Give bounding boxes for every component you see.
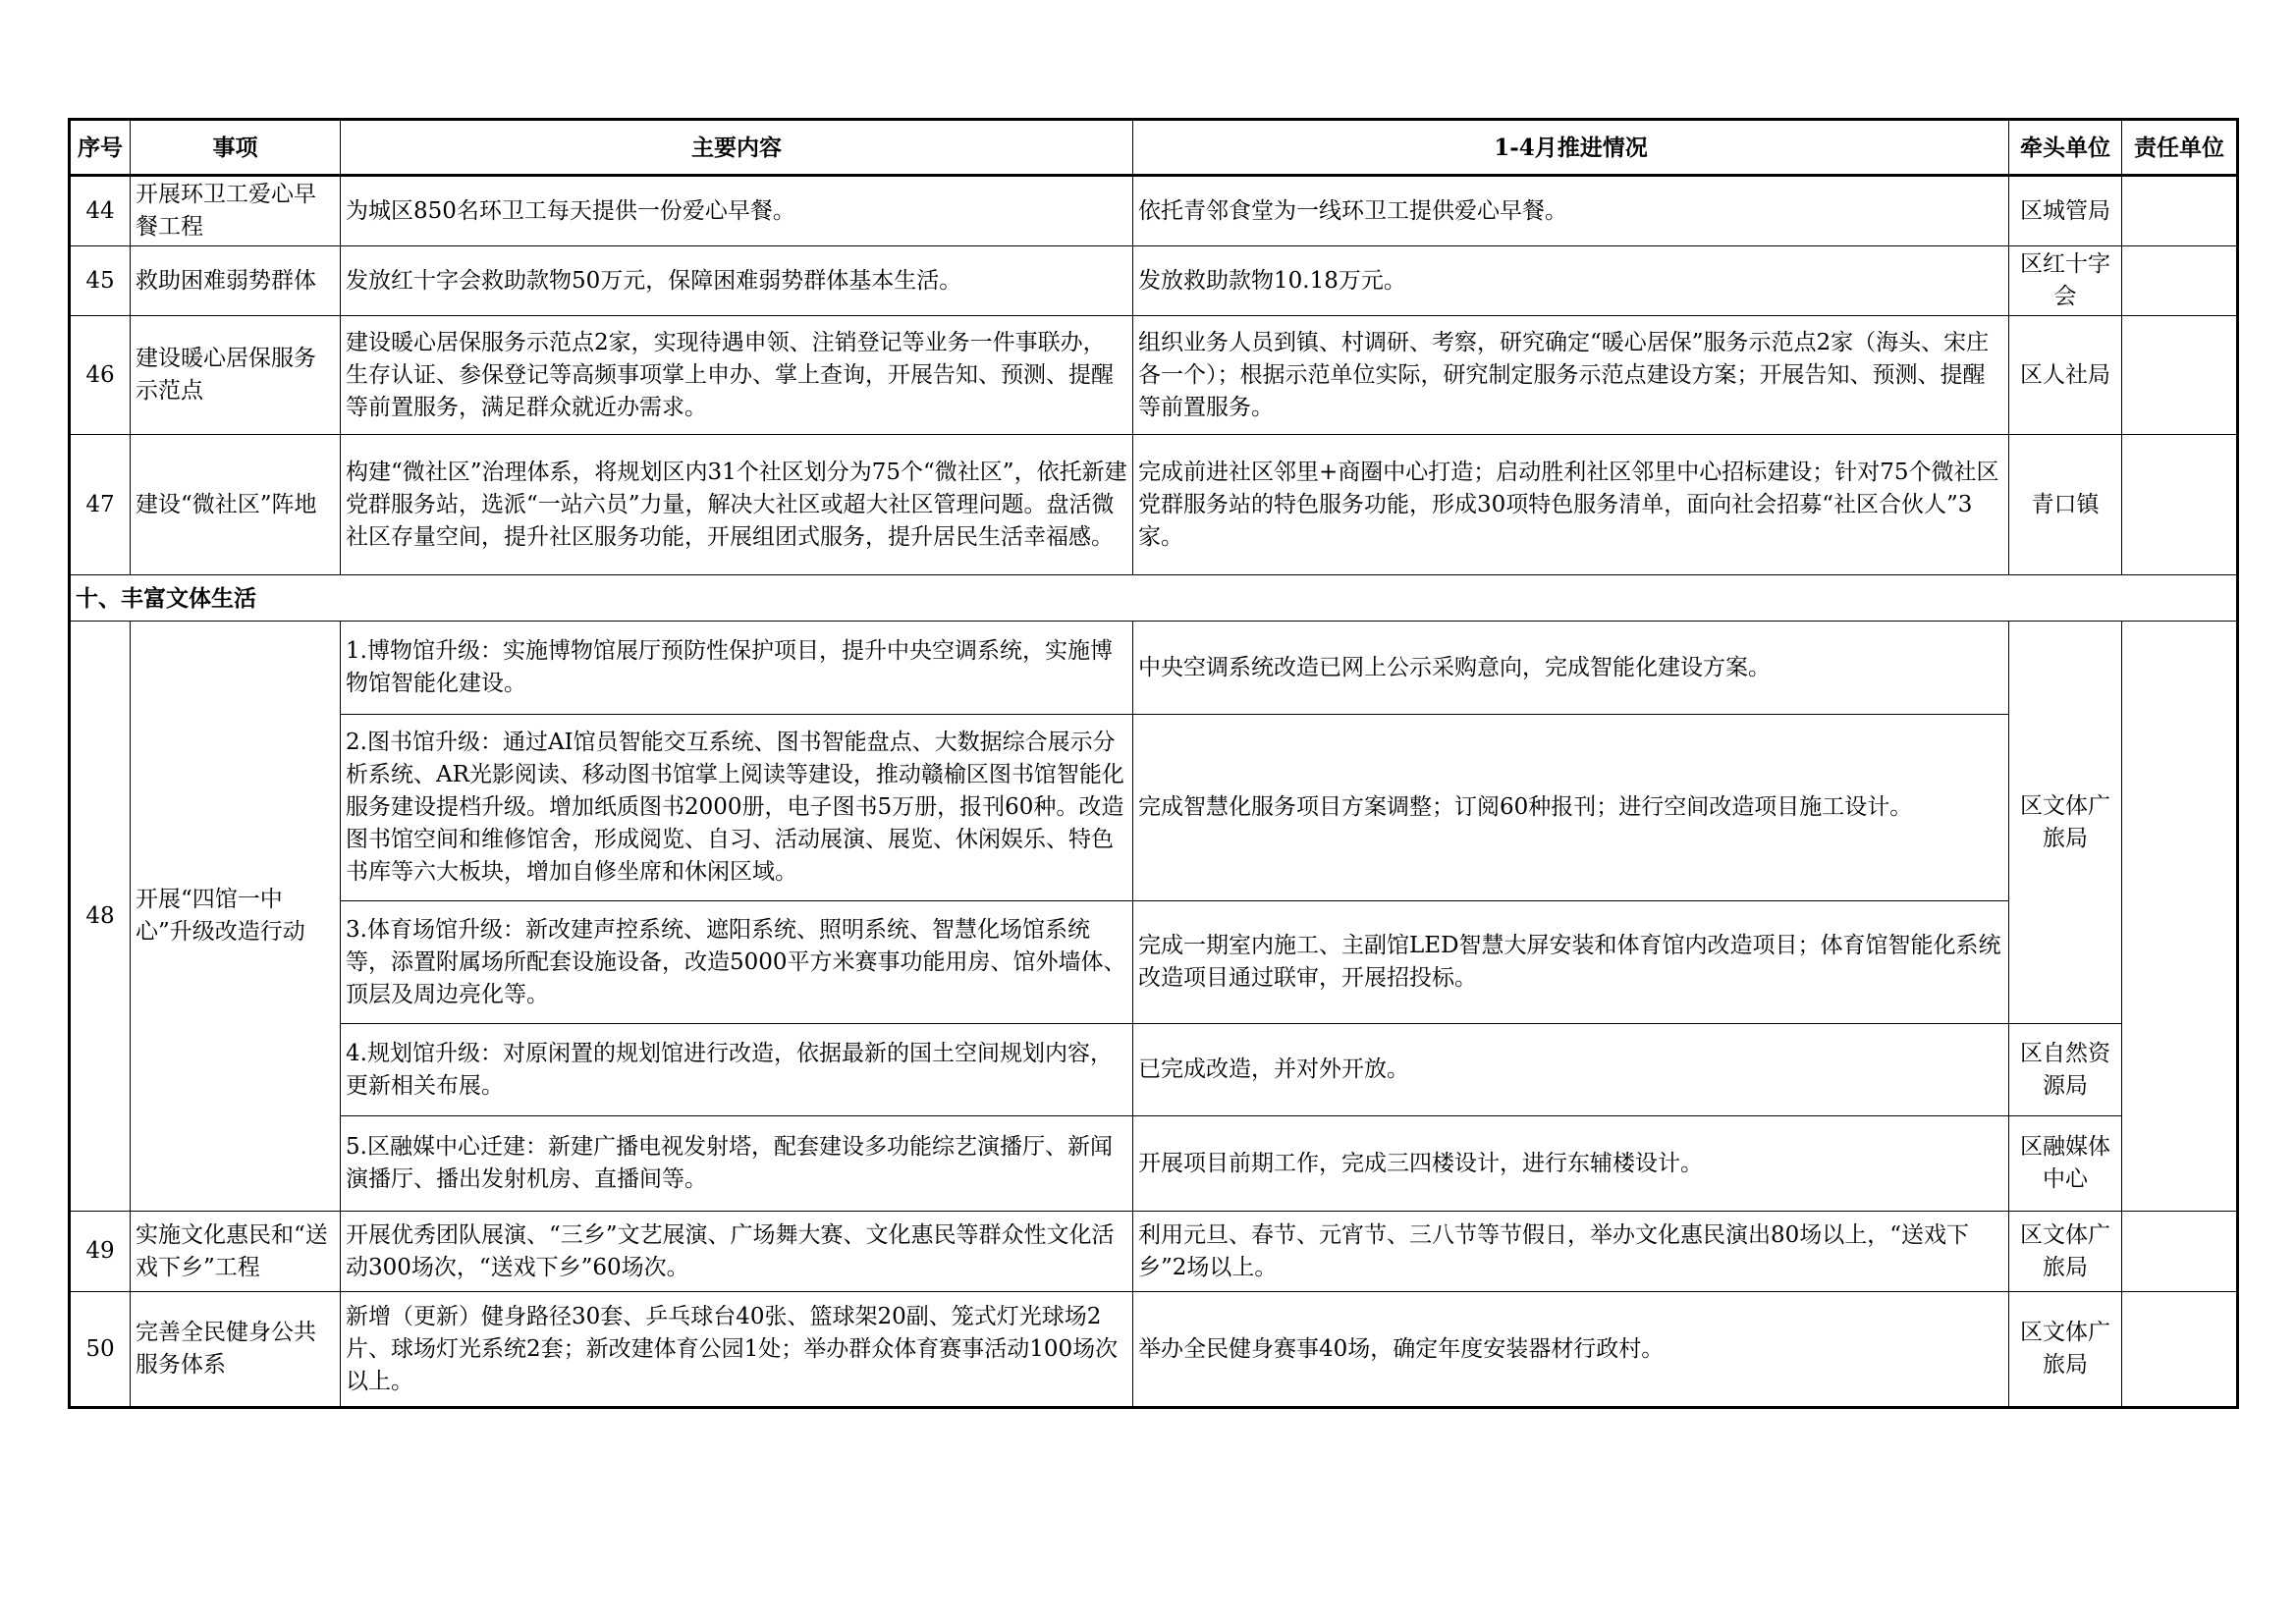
table-row <box>70 1116 2238 1212</box>
row-lead-unit: 区文体广旅局 <box>2009 622 2122 1024</box>
header-content: 主要内容 <box>341 120 1133 176</box>
header-item: 事项 <box>131 120 341 176</box>
table-row <box>70 176 2238 246</box>
row-no: 48 <box>70 622 131 1212</box>
table-row <box>70 1292 2238 1408</box>
sub-progress: 完成智慧化服务项目方案调整；订阅60种报刊；进行空间改造项目施工设计。 <box>1133 715 2009 901</box>
row-lead-unit: 区城管局 <box>2009 176 2122 246</box>
header-row <box>70 120 2238 176</box>
sub-progress: 开展项目前期工作，完成三四楼设计，进行东辅楼设计。 <box>1133 1116 2009 1212</box>
section-title: 十、丰富文体生活 <box>70 575 2238 622</box>
sub-progress: 中央空调系统改造已网上公示采购意向，完成智能化建设方案。 <box>1133 622 2009 715</box>
row-content: 开展优秀团队展演、“三乡”文艺展演、广场舞大赛、文化惠民等群众性文化活动300场次，“送戏下乡”60场次。 <box>341 1212 1133 1292</box>
row-item: 建设“微社区”阵地 <box>131 435 341 575</box>
sub-progress: 已完成改造，并对外开放。 <box>1133 1024 2009 1116</box>
row-resp-unit <box>2122 1292 2238 1408</box>
row-resp-unit <box>2122 316 2238 435</box>
section-row <box>70 575 2238 622</box>
row-no: 46 <box>70 316 131 435</box>
row-resp-unit <box>2122 176 2238 246</box>
plan-table <box>68 118 2239 1409</box>
row-no: 50 <box>70 1292 131 1408</box>
row-item: 开展环卫工爱心早餐工程 <box>131 176 341 246</box>
table-row <box>70 901 2238 1024</box>
row-progress: 组织业务人员到镇、村调研、考察，研究确定“暖心居保”服务示范点2家（海头、宋庄各一个）；根据示范单位实际，研究制定服务示范点建设方案；开展告知、预测、提醒等前置服务。 <box>1133 316 2009 435</box>
row-lead-unit: 青口镇 <box>2009 435 2122 575</box>
sub-content: 2.图书馆升级：通过AI馆员智能交互系统、图书智能盘点、大数据综合展示分析系统、AR光影阅读、移动图书馆掌上阅读等建设，推动赣榆区图书馆智能化服务建设提档升级。增加纸质图书2000册，电子图书5万册，报刊60种。改造图书馆空间和维修馆舍，形成阅览、自习、活动展演、展览、休闲娱乐、特色书库等六大板块，增加自修坐席和休闲区域。 <box>341 715 1133 901</box>
sub-content: 3.体育场馆升级：新改建声控系统、遮阳系统、照明系统、智慧化场馆系统等，添置附属场所配套设施设备，改造5000平方米赛事功能用房、馆外墙体、顶层及周边亮化等。 <box>341 901 1133 1024</box>
table-row <box>70 1212 2238 1292</box>
row-content: 为城区850名环卫工每天提供一份爱心早餐。 <box>341 176 1133 246</box>
row-item: 实施文化惠民和“送戏下乡”工程 <box>131 1212 341 1292</box>
row-progress: 完成前进社区邻里+商圈中心打造；启动胜利社区邻里中心招标建设；针对75个微社区党群服务站的特色服务功能，形成30项特色服务清单，面向社会招募“社区合伙人”3家。 <box>1133 435 2009 575</box>
row-no: 44 <box>70 176 131 246</box>
row-resp-unit <box>2122 1212 2238 1292</box>
row-lead-unit: 区自然资源局 <box>2009 1024 2122 1116</box>
sub-content: 1.博物馆升级：实施博物馆展厅预防性保护项目，提升中央空调系统，实施博物馆智能化建设。 <box>341 622 1133 715</box>
row-lead-unit: 区文体广旅局 <box>2009 1212 2122 1292</box>
table-row <box>70 246 2238 316</box>
row-progress: 利用元旦、春节、元宵节、三八节等节假日，举办文化惠民演出80场以上，“送戏下乡”2场以上。 <box>1133 1212 2009 1292</box>
row-resp-unit <box>2122 246 2238 316</box>
row-content: 建设暖心居保服务示范点2家，实现待遇申领、注销登记等业务一件事联办，生存认证、参保登记等高频事项掌上申办、掌上查询，开展告知、预测、提醒等前置服务，满足群众就近办需求。 <box>341 316 1133 435</box>
header-lead-unit: 牵头单位 <box>2009 120 2122 176</box>
row-lead-unit: 区红十字会 <box>2009 246 2122 316</box>
row-item: 救助困难弱势群体 <box>131 246 341 316</box>
table-row <box>70 622 2238 715</box>
sub-content: 4.规划馆升级：对原闲置的规划馆进行改造，依据最新的国土空间规划内容，更新相关布展。 <box>341 1024 1133 1116</box>
row-content: 新增（更新）健身路径30套、乒乓球台40张、篮球架20副、笼式灯光球场2片、球场灯光系统2套；新改建体育公园1处；举办群众体育赛事活动100场次以上。 <box>341 1292 1133 1408</box>
row-item: 完善全民健身公共服务体系 <box>131 1292 341 1408</box>
table-row <box>70 435 2238 575</box>
row-progress: 依托青邻食堂为一线环卫工提供爱心早餐。 <box>1133 176 2009 246</box>
row-item: 开展“四馆一中心”升级改造行动 <box>131 622 341 1212</box>
row-no: 49 <box>70 1212 131 1292</box>
table-row <box>70 715 2238 901</box>
sub-content: 5.区融媒中心迁建：新建广播电视发射塔，配套建设多功能综艺演播厅、新闻演播厅、播出发射机房、直播间等。 <box>341 1116 1133 1212</box>
row-lead-unit: 区文体广旅局 <box>2009 1292 2122 1408</box>
row-resp-unit <box>2122 435 2238 575</box>
table-row <box>70 1024 2238 1116</box>
row-lead-unit: 区融媒体中心 <box>2009 1116 2122 1212</box>
row-no: 47 <box>70 435 131 575</box>
row-content: 构建“微社区”治理体系，将规划区内31个社区划分为75个“微社区”，依托新建党群服务站，选派“一站六员”力量，解决大社区或超大社区管理问题。盘活微社区存量空间，提升社区服务功能，开展组团式服务，提升居民生活幸福感。 <box>341 435 1133 575</box>
row-progress: 发放救助款物10.18万元。 <box>1133 246 2009 316</box>
row-progress: 举办全民健身赛事40场，确定年度安装器材行政村。 <box>1133 1292 2009 1408</box>
header-no: 序号 <box>70 120 131 176</box>
row-lead-unit: 区人社局 <box>2009 316 2122 435</box>
row-resp-unit <box>2122 622 2238 1212</box>
table-row <box>70 316 2238 435</box>
header-resp-unit: 责任单位 <box>2122 120 2238 176</box>
sub-progress: 完成一期室内施工、主副馆LED智慧大屏安装和体育馆内改造项目；体育馆智能化系统改造项目通过联审，开展招投标。 <box>1133 901 2009 1024</box>
row-no: 45 <box>70 246 131 316</box>
header-progress: 1-4月推进情况 <box>1133 120 2009 176</box>
row-item: 建设暖心居保服务示范点 <box>131 316 341 435</box>
row-content: 发放红十字会救助款物50万元，保障困难弱势群体基本生活。 <box>341 246 1133 316</box>
